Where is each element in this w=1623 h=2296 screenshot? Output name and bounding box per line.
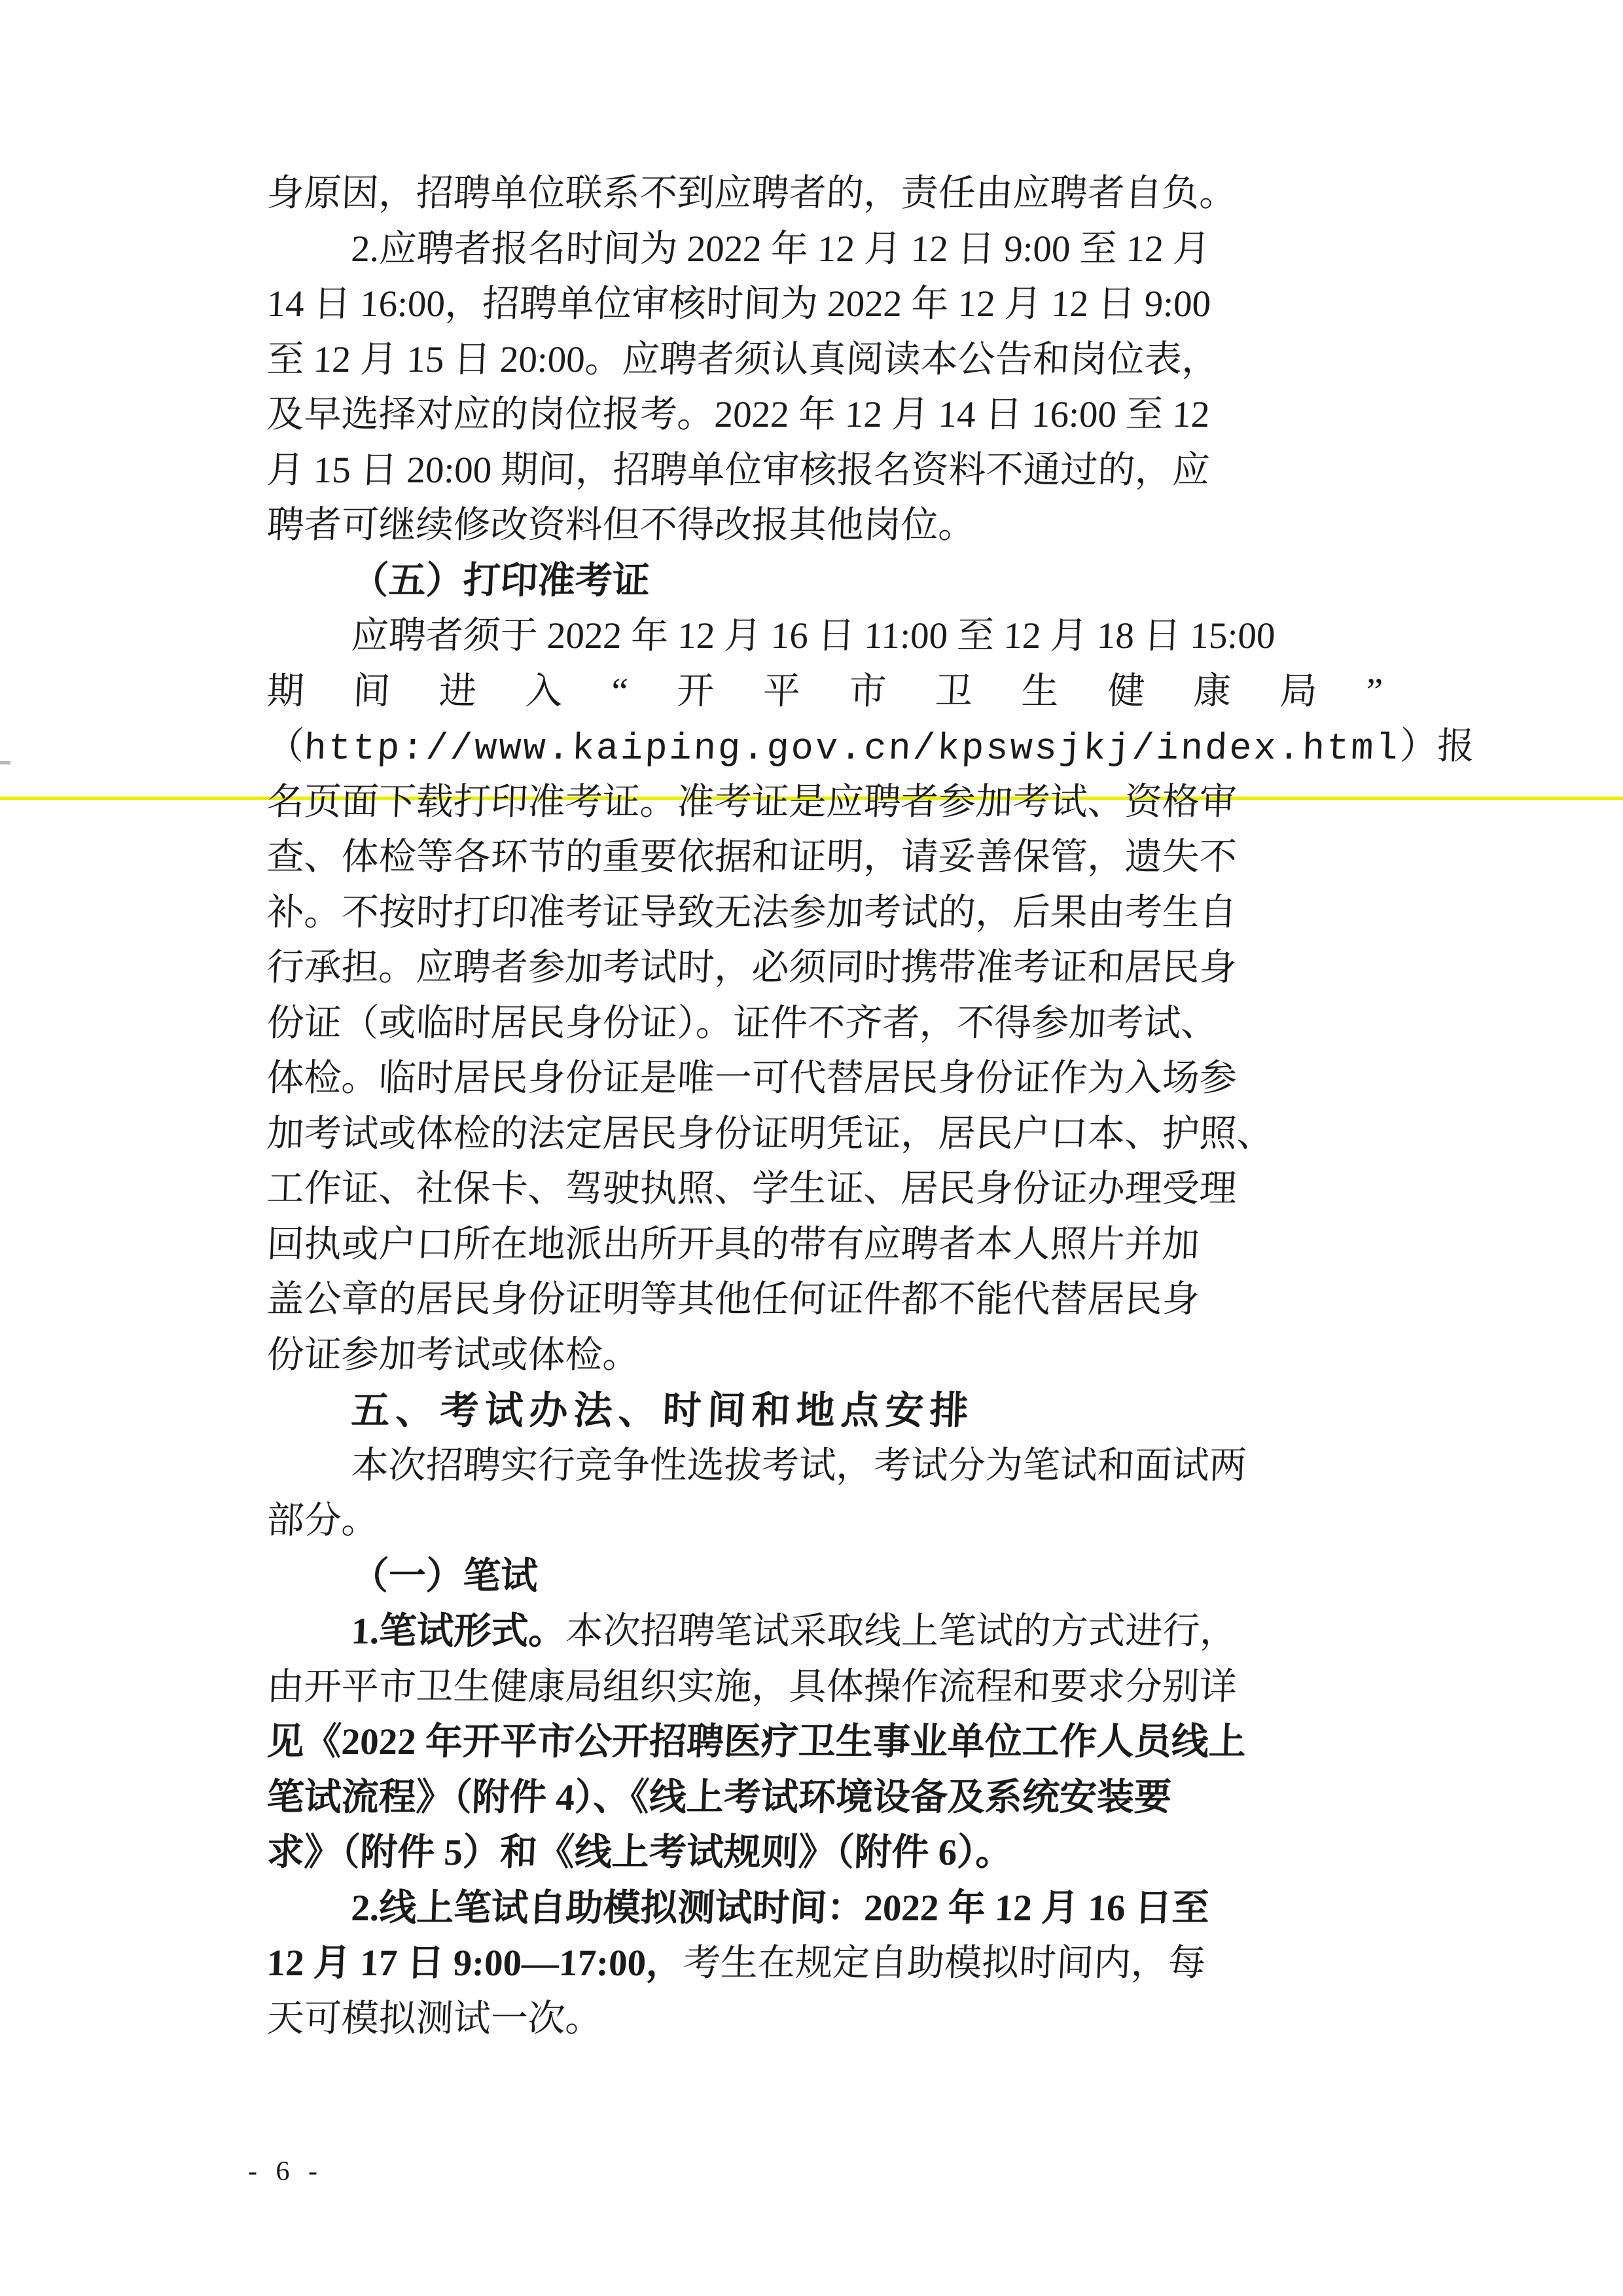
justified-char: 开 [675,670,715,712]
justified-char: 入 [524,670,563,712]
subsection-heading-written-test [266,1549,1385,1605]
justified-char: 市 [848,670,887,712]
text-segment: 五、考试办法、时间和地点安排 [350,1389,975,1432]
text-segment: 聘者可继续修改资料但不得改报其他岗位。 [266,505,976,546]
text-segment: 2.线上笔试自助模拟测试时间：2022 年 12 月 16 日至 [350,1887,1210,1929]
text-segment: （ [266,726,305,767]
document-body [266,166,1476,2047]
text-segment: 盖公章的居民身份证明等其他任何证件都不能代替居民身 [266,1279,1200,1320]
text-line [266,1328,1385,1384]
text-line [266,277,1385,332]
text-segment: 回执或户口所在地派出所开具的带有应聘者本人照片并加 [266,1223,1200,1265]
url-text: http://www.kaiping.gov.cn/kpswsjkj/index.html [303,728,1400,770]
text-segment: 份证（或临时居民身份证）。证件不齐者，不得参加考试、 [266,1002,1219,1044]
text-segment: 体检。临时居民身份证是唯一可代替居民身份证作为入场参 [266,1058,1238,1099]
text-line [266,332,1385,388]
justified-char: 健 [1107,670,1146,712]
text-segment: 身原因，招聘单位联系不到应聘者的，责任由应聘者自负。 [266,173,1238,214]
text-line [266,830,1385,886]
justified-char: 进 [438,670,478,712]
justified-char: ” [1365,670,1383,712]
justified-char: 康 [1192,670,1232,712]
text-segment: 月 15 日 20:00 期间，招聘单位审核报名资料不通过的，应 [266,449,1211,491]
text-segment: 查、体检等各环节的重要依据和证明，请妥善保管，遗失不 [266,836,1238,878]
text-line [266,1936,1385,1992]
text-line [266,443,1385,499]
text-line [266,222,1385,278]
text-segment: 求》（附件 5）和《线上考试规则》（附件 6）。 [266,1832,1014,1873]
justified-char: 间 [352,670,391,712]
text-segment: 14 日 16:00，招聘单位审核时间为 2022 年 12 月 12 日 9:00 [266,283,1212,325]
text-segment: 本次招聘笔试采取线上笔试的方式进行， [565,1611,1238,1652]
justified-char: 平 [762,670,802,712]
text-segment: 考生在规定自助模拟时间内，每 [682,1943,1207,1984]
text-segment: 由开平市卫生健康局组织实施，具体操作流程和要求分别详 [266,1666,1238,1708]
text-segment: 天可模拟测试一次。 [266,1998,603,2039]
text-segment: 工作证、社保卡、驾驶执照、学生证、居民身份证办理受理 [266,1168,1238,1210]
text-segment: 应聘者须于 2022 年 12 月 16 日 11:00 至 12 月 18 日 15:00 [350,615,1276,656]
text-line [266,1770,1385,1826]
text-line [266,996,1385,1052]
section-heading-print-ticket [266,554,1385,609]
text-segment: ）报 [1399,726,1476,767]
text-line [266,1494,1385,1549]
text-segment: 部分。 [266,1500,380,1541]
text-line [266,498,1385,554]
text-line [266,1272,1385,1328]
text-line [266,1604,1385,1660]
section-heading-exam-arrangement [266,1383,1385,1439]
text-line [266,1439,1385,1494]
text-line [266,609,1385,664]
text-line [266,775,1385,831]
text-line [266,1162,1385,1217]
text-line [266,941,1385,996]
text-segment: 及早选择对应的岗位报考。2022 年 12 月 14 日 16:00 至 12 [266,394,1211,435]
justified-char: 期 [266,670,305,712]
text-line [266,1051,1385,1107]
text-segment: 行承担。应聘者参加考试时，必须同时携带准考证和居民身 [266,947,1238,988]
text-segment: 见《2022 年开平市公开招聘医疗卫生事业单位工作人员线上 [266,1721,1247,1763]
text-segment: 1.笔试形式。 [350,1611,567,1652]
text-line [266,1881,1385,1937]
text-line [266,1825,1385,1881]
text-segment: （一）笔试 [350,1555,539,1597]
text-line [266,1107,1385,1162]
scan-artifact-dash [0,761,10,764]
text-segment: 笔试流程》（附件 4）、《线上考试环境设备及系统安装要 [266,1776,1173,1818]
text-line [266,1217,1385,1273]
text-line [266,1715,1385,1770]
text-line [266,886,1385,941]
justified-char: “ [611,670,629,712]
text-segment: 份证参加考试或体检。 [266,1334,641,1376]
text-segment: 补。不按时打印准考证导致无法参加考试的，后果由考生自 [266,891,1238,933]
text-segment: 2.应聘者报名时间为 2022 年 12 月 12 日 9:00 至 12 月 [350,228,1211,270]
justified-char: 卫 [934,670,974,712]
text-segment: （五）打印准考证 [350,560,651,601]
text-segment: 至 12 月 15 日 20:00。应聘者须认真阅读本公告和岗位表， [266,338,1220,380]
text-segment: 加考试或体检的法定居民身份证明凭证，居民户口本、护照、 [266,1113,1275,1155]
text-segment: 名页面下载打印准考证。准考证是应聘者参加考试、资格审 [266,781,1238,823]
text-line [266,387,1385,443]
page-number: - 6 - [248,2157,323,2187]
justified-char: 局 [1279,670,1318,712]
text-segment: 12 月 17 日 9:00—17:00， [266,1943,685,1984]
text-segment: 本次招聘实行竞争性选拔考试，考试分为笔试和面试两 [350,1444,1247,1486]
text-line-url [266,719,1476,775]
justified-char: 生 [1020,670,1060,712]
text-line [266,1992,1385,2047]
text-line [266,166,1385,222]
text-line [266,1660,1385,1715]
text-line-justified [266,664,1385,720]
